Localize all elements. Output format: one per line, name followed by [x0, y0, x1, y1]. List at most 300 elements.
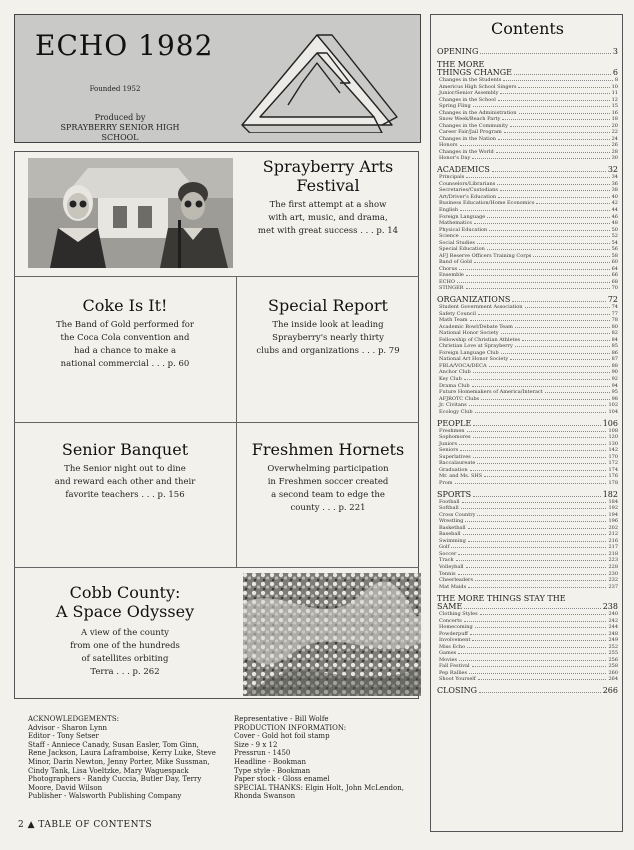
toc-page-number: 237 — [608, 583, 618, 590]
toc-page-number: 244 — [608, 624, 618, 631]
toc-label: Changes in the School — [439, 96, 496, 103]
toc-label: Baseball — [439, 531, 461, 538]
toc-entry — [439, 122, 618, 129]
toc-label: Clothing Styles — [439, 611, 478, 618]
feature-heading: Special Report — [268, 296, 388, 315]
toc-page-number: 40 — [611, 193, 618, 200]
arts-festival-photo — [28, 158, 233, 268]
toc-label: Football — [439, 498, 460, 505]
toc-leader — [472, 157, 609, 159]
toc-leader — [498, 138, 610, 140]
toc-label: Honor's Day — [439, 155, 471, 162]
toc-leader — [477, 242, 610, 244]
toc-leader — [504, 131, 610, 133]
toc-page-number: 66 — [611, 272, 618, 279]
toc-label: Mathematics — [439, 220, 472, 226]
toc-leader — [460, 144, 610, 146]
heading-line: A Space Odyssey — [55, 602, 195, 621]
toc-leader — [466, 274, 610, 276]
toc-leader — [500, 189, 610, 191]
toc-leader — [459, 268, 609, 270]
text-line: The first attempt at a show — [269, 200, 387, 210]
feature-heading — [18, 583, 232, 621]
contents-title: Contents — [490, 19, 565, 38]
ack-line: PRODUCTION INFORMATION: — [234, 723, 347, 732]
toc-entry — [439, 453, 618, 460]
impossible-triangle-logo — [232, 29, 402, 133]
toc-page-number: 86 — [611, 349, 618, 356]
toc-entry — [439, 676, 618, 683]
toc-leader — [464, 607, 600, 609]
toc-page-number: 192 — [608, 505, 618, 512]
toc-page-number: 46 — [611, 213, 618, 220]
toc-entry — [439, 90, 618, 97]
ack-line: Publisher - Walsworth Publishing Company — [28, 792, 182, 801]
toc-page-number: 56 — [611, 246, 618, 253]
toc-leader — [487, 248, 610, 250]
toc-label: Career Fair/Jail Program — [439, 129, 502, 136]
toc-leader — [498, 196, 610, 198]
toc-label: Swimming — [439, 537, 466, 544]
ack-line: Pressrun - 1450 — [234, 749, 291, 758]
toc-page-number: 50 — [611, 226, 618, 233]
toc-leader — [489, 229, 609, 231]
grid-divider — [14, 422, 419, 423]
toc-label: Changes in the Community — [439, 122, 508, 129]
toc-label: SPORTS — [437, 489, 472, 499]
feature-description — [242, 199, 414, 238]
ack-line: Headline - Bookman — [234, 757, 306, 766]
toc-leader — [519, 112, 610, 114]
produced-line: Produced by — [94, 113, 146, 122]
toc-leader — [545, 391, 610, 393]
toc-page-number: 194 — [608, 511, 618, 518]
toc-page-number: 3 — [612, 47, 618, 56]
toc-page-number: 15 — [611, 103, 618, 110]
toc-section — [437, 46, 618, 56]
toc-label: Soccer — [439, 550, 457, 557]
toc-page-number: 223 — [608, 557, 618, 564]
toc-label: Prom — [439, 479, 453, 486]
toc-label: FBLA/VOCA/DECA — [439, 362, 487, 369]
toc-label: Changes in the Administration — [439, 109, 517, 116]
toc-page-number: 228 — [608, 563, 618, 570]
toc-label: Academic Bowl/Debate Team — [439, 323, 513, 330]
toc-page-number: 30 — [611, 155, 618, 162]
toc-label: AFJ Reserve Officers Training Corps — [439, 252, 532, 259]
text-line: had a chance to make a — [73, 346, 177, 356]
toc-leader — [496, 151, 610, 153]
toc-label: Snow Week/Beach Party — [439, 116, 501, 123]
text-line: the Coca Cola convention and — [60, 333, 190, 343]
toc-leader — [469, 404, 607, 406]
toc-label: Basketball — [439, 524, 466, 531]
toc-leader — [492, 170, 606, 172]
toc-section — [437, 685, 618, 695]
toc-label: Superlatives — [439, 453, 471, 460]
toc-page-number: 26 — [611, 142, 618, 149]
toc-label: THE MORE — [437, 59, 485, 69]
toc-leader — [515, 326, 610, 328]
toc-page-number: 24 — [611, 135, 618, 142]
toc-leader — [465, 520, 606, 522]
toc-page-number: 32 — [607, 165, 618, 175]
text-line: Sprayberry's nearly thirty — [272, 333, 384, 343]
toc-label: Science — [439, 233, 459, 239]
toc-label: PEOPLE — [437, 418, 472, 428]
toc-section — [437, 418, 618, 428]
toc-entry — [439, 563, 618, 570]
toc-label: Freshmen — [439, 427, 465, 434]
toc-leader — [533, 255, 609, 257]
toc-page-number: 70 — [611, 285, 618, 292]
toc-label: Wrestling — [439, 518, 464, 525]
text-line: The inside look at leading — [272, 320, 384, 330]
toc-leader — [461, 235, 610, 237]
text-line: with art, music, and drama, — [268, 213, 388, 223]
toc-leader — [458, 652, 606, 654]
toc-label: ORGANIZATIONS — [437, 295, 511, 305]
ack-line: Minor, Darin Newton, Jenny Porter, Mike Sussman, — [28, 757, 210, 766]
text-line: met with great success . . . p. 14 — [257, 226, 399, 236]
toc-leader — [478, 678, 607, 680]
toc-label: Social Studies — [439, 239, 475, 246]
toc-page-number: 98 — [611, 395, 618, 402]
toc-label: Counselors/Librarians — [439, 180, 496, 187]
toc-page-number: 196 — [608, 518, 618, 525]
toc-label: Safety Council — [439, 310, 476, 317]
toc-leader — [463, 533, 607, 535]
toc-label: Juniors — [439, 440, 458, 447]
toc-leader — [489, 365, 610, 367]
toc-leader — [473, 105, 610, 107]
toc-leader — [475, 626, 607, 628]
table-of-contents — [430, 14, 623, 832]
toc-page-number: 16 — [611, 109, 618, 116]
toc-leader — [536, 202, 609, 204]
toc-label: Sophomores — [439, 434, 471, 441]
toc-label: Student Government Association — [439, 304, 523, 311]
toc-page-number: 130 — [608, 440, 618, 447]
toc-label: Concerts — [439, 617, 462, 624]
toc-page-number: 18 — [611, 116, 618, 123]
toc-label: Mr. and Ms. SHS — [439, 473, 483, 480]
feature-description — [240, 463, 416, 515]
toc-leader — [500, 92, 609, 94]
ack-line: Photographers - Randy Cuccia, Butler Day, Terry — [28, 775, 202, 784]
yearbook-title: ECHO 1982 — [35, 29, 214, 62]
text-line: county . . . p. 221 — [290, 503, 366, 513]
toc-page-number: 178 — [608, 479, 618, 486]
production-information — [234, 715, 429, 801]
toc-page-number: 38 — [611, 187, 618, 194]
toc-label: Track — [439, 557, 454, 564]
toc-page-number: 252 — [608, 643, 618, 650]
toc-page-number: 52 — [611, 233, 618, 239]
toc-page-number: 218 — [608, 550, 618, 557]
toc-leader — [459, 659, 606, 661]
toc-label: Christian Love at Sprayberry — [439, 343, 513, 350]
toc-label: Art/Driver's Education — [439, 193, 497, 200]
toc-page-number: 36 — [611, 180, 618, 187]
toc-entry — [439, 617, 618, 624]
toc-section — [437, 164, 618, 174]
feature-heading: Senior Banquet — [61, 440, 189, 459]
heading-line: Festival — [296, 176, 360, 195]
toc-label: Pep Rallies — [439, 669, 468, 676]
toc-entry — [439, 265, 618, 272]
toc-section — [437, 67, 618, 77]
toc-page-number: 170 — [608, 453, 618, 460]
satellite-photo — [243, 573, 421, 696]
toc-entry — [439, 531, 618, 538]
toc-label: CLOSING — [437, 686, 478, 696]
toc-page-number: 256 — [608, 656, 618, 663]
ack-line: ACKNOWLEDGEMENTS: — [28, 715, 119, 723]
toc-page-number: 94 — [611, 382, 618, 389]
toc-label: Drama Club — [439, 382, 470, 389]
toc-label: Math Team — [439, 317, 468, 324]
toc-label: Mat Maids — [439, 583, 467, 590]
toc-leader — [497, 183, 609, 185]
text-line: favorite teachers . . . p. 156 — [65, 490, 185, 500]
toc-leader — [481, 398, 610, 400]
toc-label: Business Education/Home Economics — [439, 200, 535, 207]
toc-label: Americus High School Singers — [439, 83, 517, 90]
toc-label: Honors — [439, 142, 458, 149]
toc-label: OPENING — [437, 47, 479, 56]
text-line: of satellites orbiting — [81, 654, 169, 664]
toc-label: Volleyball — [439, 563, 464, 570]
toc-leader — [474, 222, 610, 224]
toc-leader — [470, 633, 606, 635]
text-line: in Freshmen soccer created — [267, 477, 389, 487]
feature-description — [18, 627, 232, 679]
toc-leader — [460, 209, 610, 211]
toc-leader — [484, 475, 606, 477]
toc-page-number: 184 — [608, 498, 618, 505]
toc-label: Tennis — [439, 570, 456, 577]
acknowledgements — [28, 715, 228, 801]
toc-page-number: 48 — [611, 220, 618, 226]
founded-year: Founded 1952 — [89, 85, 141, 93]
toc-leader — [458, 553, 606, 555]
toc-page-number: 120 — [608, 434, 618, 441]
toc-label: Softball — [439, 505, 459, 512]
toc-label: THE MORE THINGS STAY THE — [437, 593, 566, 603]
toc-label: Golf — [439, 544, 450, 551]
toc-page-number: 28 — [611, 148, 618, 155]
toc-page-number: 230 — [608, 570, 618, 577]
toc-page-number: 22 — [611, 129, 618, 136]
page-footer: 2 ▲ TABLE OF CONTENTS — [18, 820, 153, 830]
toc-leader — [466, 287, 610, 289]
toc-label: Fellowship of Christian Athletes — [439, 336, 521, 343]
toc-label: SAME — [437, 602, 463, 612]
toc-label: Spring Fling — [439, 103, 471, 110]
feature-heading — [242, 157, 414, 195]
toc-label: Movies — [439, 656, 458, 663]
toc-label: Fall Festival — [439, 663, 470, 670]
toc-leader — [503, 79, 612, 81]
toc-page-number: 266 — [602, 686, 618, 696]
grid-divider — [14, 567, 419, 568]
toc-page-number: 82 — [611, 330, 618, 337]
toc-label: Ensemble — [439, 272, 464, 279]
toc-page-number: 248 — [608, 630, 618, 637]
toc-label: Key Club — [439, 375, 462, 382]
toc-page-number: 84 — [611, 336, 618, 343]
ack-line: Rhonda Swanson — [234, 792, 296, 801]
toc-label: Homecoming — [439, 624, 473, 631]
toc-page-number: 78 — [611, 317, 618, 324]
toc-leader — [455, 482, 607, 484]
toc-label: Junior/Senior Assembly — [439, 90, 499, 97]
toc-label: Baccalaureate — [439, 460, 476, 467]
toc-label: English — [439, 207, 459, 213]
produced-line: SCHOOL — [101, 133, 139, 142]
feature-description — [18, 463, 232, 502]
toc-label: Shoot Yourself — [439, 676, 476, 683]
toc-leader — [473, 495, 601, 497]
toc-section — [437, 489, 618, 499]
ack-line: Type style - Bookman — [234, 766, 311, 775]
ack-line: Size - 9 x 12 — [234, 740, 278, 749]
toc-leader — [477, 514, 606, 516]
toc-page-number: 92 — [611, 375, 618, 382]
toc-leader — [473, 424, 600, 426]
toc-leader — [501, 332, 610, 334]
toc-page-number: 232 — [608, 577, 618, 583]
toc-label: Cheerleaders — [439, 577, 474, 583]
text-line: A view of the county — [80, 628, 169, 638]
toc-leader — [475, 411, 607, 413]
ack-line: Editor - Tony Setser — [28, 732, 99, 741]
toc-leader — [477, 462, 606, 464]
toc-entry — [439, 479, 618, 486]
toc-label: Ecology Club — [439, 408, 473, 415]
toc-leader — [525, 306, 610, 308]
toc-page-number: 260 — [608, 669, 618, 676]
toc-leader — [473, 371, 610, 373]
toc-entry — [439, 233, 618, 240]
toc-entry — [439, 375, 618, 382]
toc-label: Cross Country — [439, 511, 476, 518]
ack-line: SPECIAL THANKS: Elgin Holt, John McLendon, — [234, 783, 404, 792]
toc-leader — [518, 86, 609, 88]
toc-leader — [464, 378, 610, 380]
feature-description — [18, 319, 232, 371]
toc-label: National Honor Society — [439, 330, 499, 337]
toc-page-number: 58 — [611, 252, 618, 259]
toc-page-number: 104 — [608, 408, 618, 415]
toc-page-number: 106 — [602, 418, 618, 428]
grid-divider — [14, 276, 419, 277]
toc-page-number: 8 — [614, 77, 618, 84]
toc-page-number: 90 — [611, 369, 618, 376]
toc-entry — [439, 343, 618, 350]
toc-leader — [510, 358, 609, 360]
toc-page-number: 44 — [611, 207, 618, 213]
feature-cobb-county — [18, 583, 232, 679]
toc-leader — [473, 456, 607, 458]
toc-label: Foreign Language Club — [439, 349, 499, 356]
text-line: a second team to edge the — [271, 490, 385, 500]
feature-description — [240, 319, 416, 358]
ack-line: Moore, David Wilson — [28, 783, 103, 792]
toc-leader — [472, 639, 606, 641]
toc-leader — [514, 73, 611, 75]
toc-label: Changes in the Students — [439, 77, 502, 84]
toc-label: Secretaries/Custodians — [439, 187, 498, 194]
ack-line: Representative - Bill Wolfe — [234, 715, 329, 723]
toc-leader — [460, 449, 606, 451]
toc-leader — [468, 586, 606, 588]
toc-label: Changes in the World — [439, 148, 494, 155]
toc-label: Chorus — [439, 265, 458, 272]
toc-leader — [480, 52, 611, 54]
toc-leader — [479, 691, 601, 693]
toc-page-number: 258 — [608, 663, 618, 670]
produced-line: SPRAYBERRY SENIOR HIGH — [60, 123, 180, 132]
toc-leader — [472, 385, 610, 387]
toc-page-number: 202 — [608, 524, 618, 531]
feature-coke — [18, 296, 232, 371]
yearbook-header — [14, 14, 421, 143]
toc-section — [437, 601, 618, 611]
toc-page-number: 68 — [611, 278, 618, 285]
toc-leader — [461, 507, 607, 509]
ack-line: Paper stock - Gloss enamel — [234, 775, 330, 784]
toc-leader — [510, 125, 610, 127]
toc-leader — [468, 540, 607, 542]
toc-leader — [480, 613, 607, 615]
ack-line: Cindy Tank, Lisa Voeltzke, Mary Waguespack — [28, 766, 189, 775]
toc-entry — [439, 650, 618, 657]
toc-leader — [498, 99, 610, 101]
toc-page-number: 102 — [608, 402, 618, 408]
toc-page-number: 249 — [608, 637, 618, 644]
toc-page-number: 20 — [611, 122, 618, 129]
toc-leader — [451, 546, 606, 548]
toc-leader — [473, 436, 607, 438]
toc-label: ACADEMICS — [437, 165, 490, 175]
toc-leader — [458, 573, 607, 575]
text-line: The Band of Gold performed for — [56, 320, 194, 330]
feature-heading: Coke Is It! — [82, 296, 168, 315]
toc-entry — [439, 408, 618, 415]
heading-line: Cobb County: — [69, 583, 181, 602]
toc-leader — [475, 579, 606, 581]
toc-page-number: 85 — [611, 343, 618, 350]
toc-leader — [478, 313, 610, 315]
toc-label: Involvement — [439, 637, 471, 644]
toc-page-number: 238 — [602, 602, 618, 612]
toc-page-number: 64 — [611, 265, 618, 272]
toc-label: Powderpuff — [439, 630, 468, 637]
toc-label: Special Education — [439, 246, 485, 253]
toc-page-number: 12 — [611, 96, 618, 103]
toc-leader — [462, 501, 607, 503]
toc-leader — [456, 559, 607, 561]
toc-leader — [466, 566, 607, 568]
toc-entry — [439, 200, 618, 207]
toc-page-number: 217 — [608, 544, 618, 551]
toc-leader — [502, 118, 609, 120]
feature-freshmen-hornets — [240, 440, 416, 515]
toc-page-number: 242 — [608, 617, 618, 624]
toc-label: Games — [439, 650, 457, 657]
